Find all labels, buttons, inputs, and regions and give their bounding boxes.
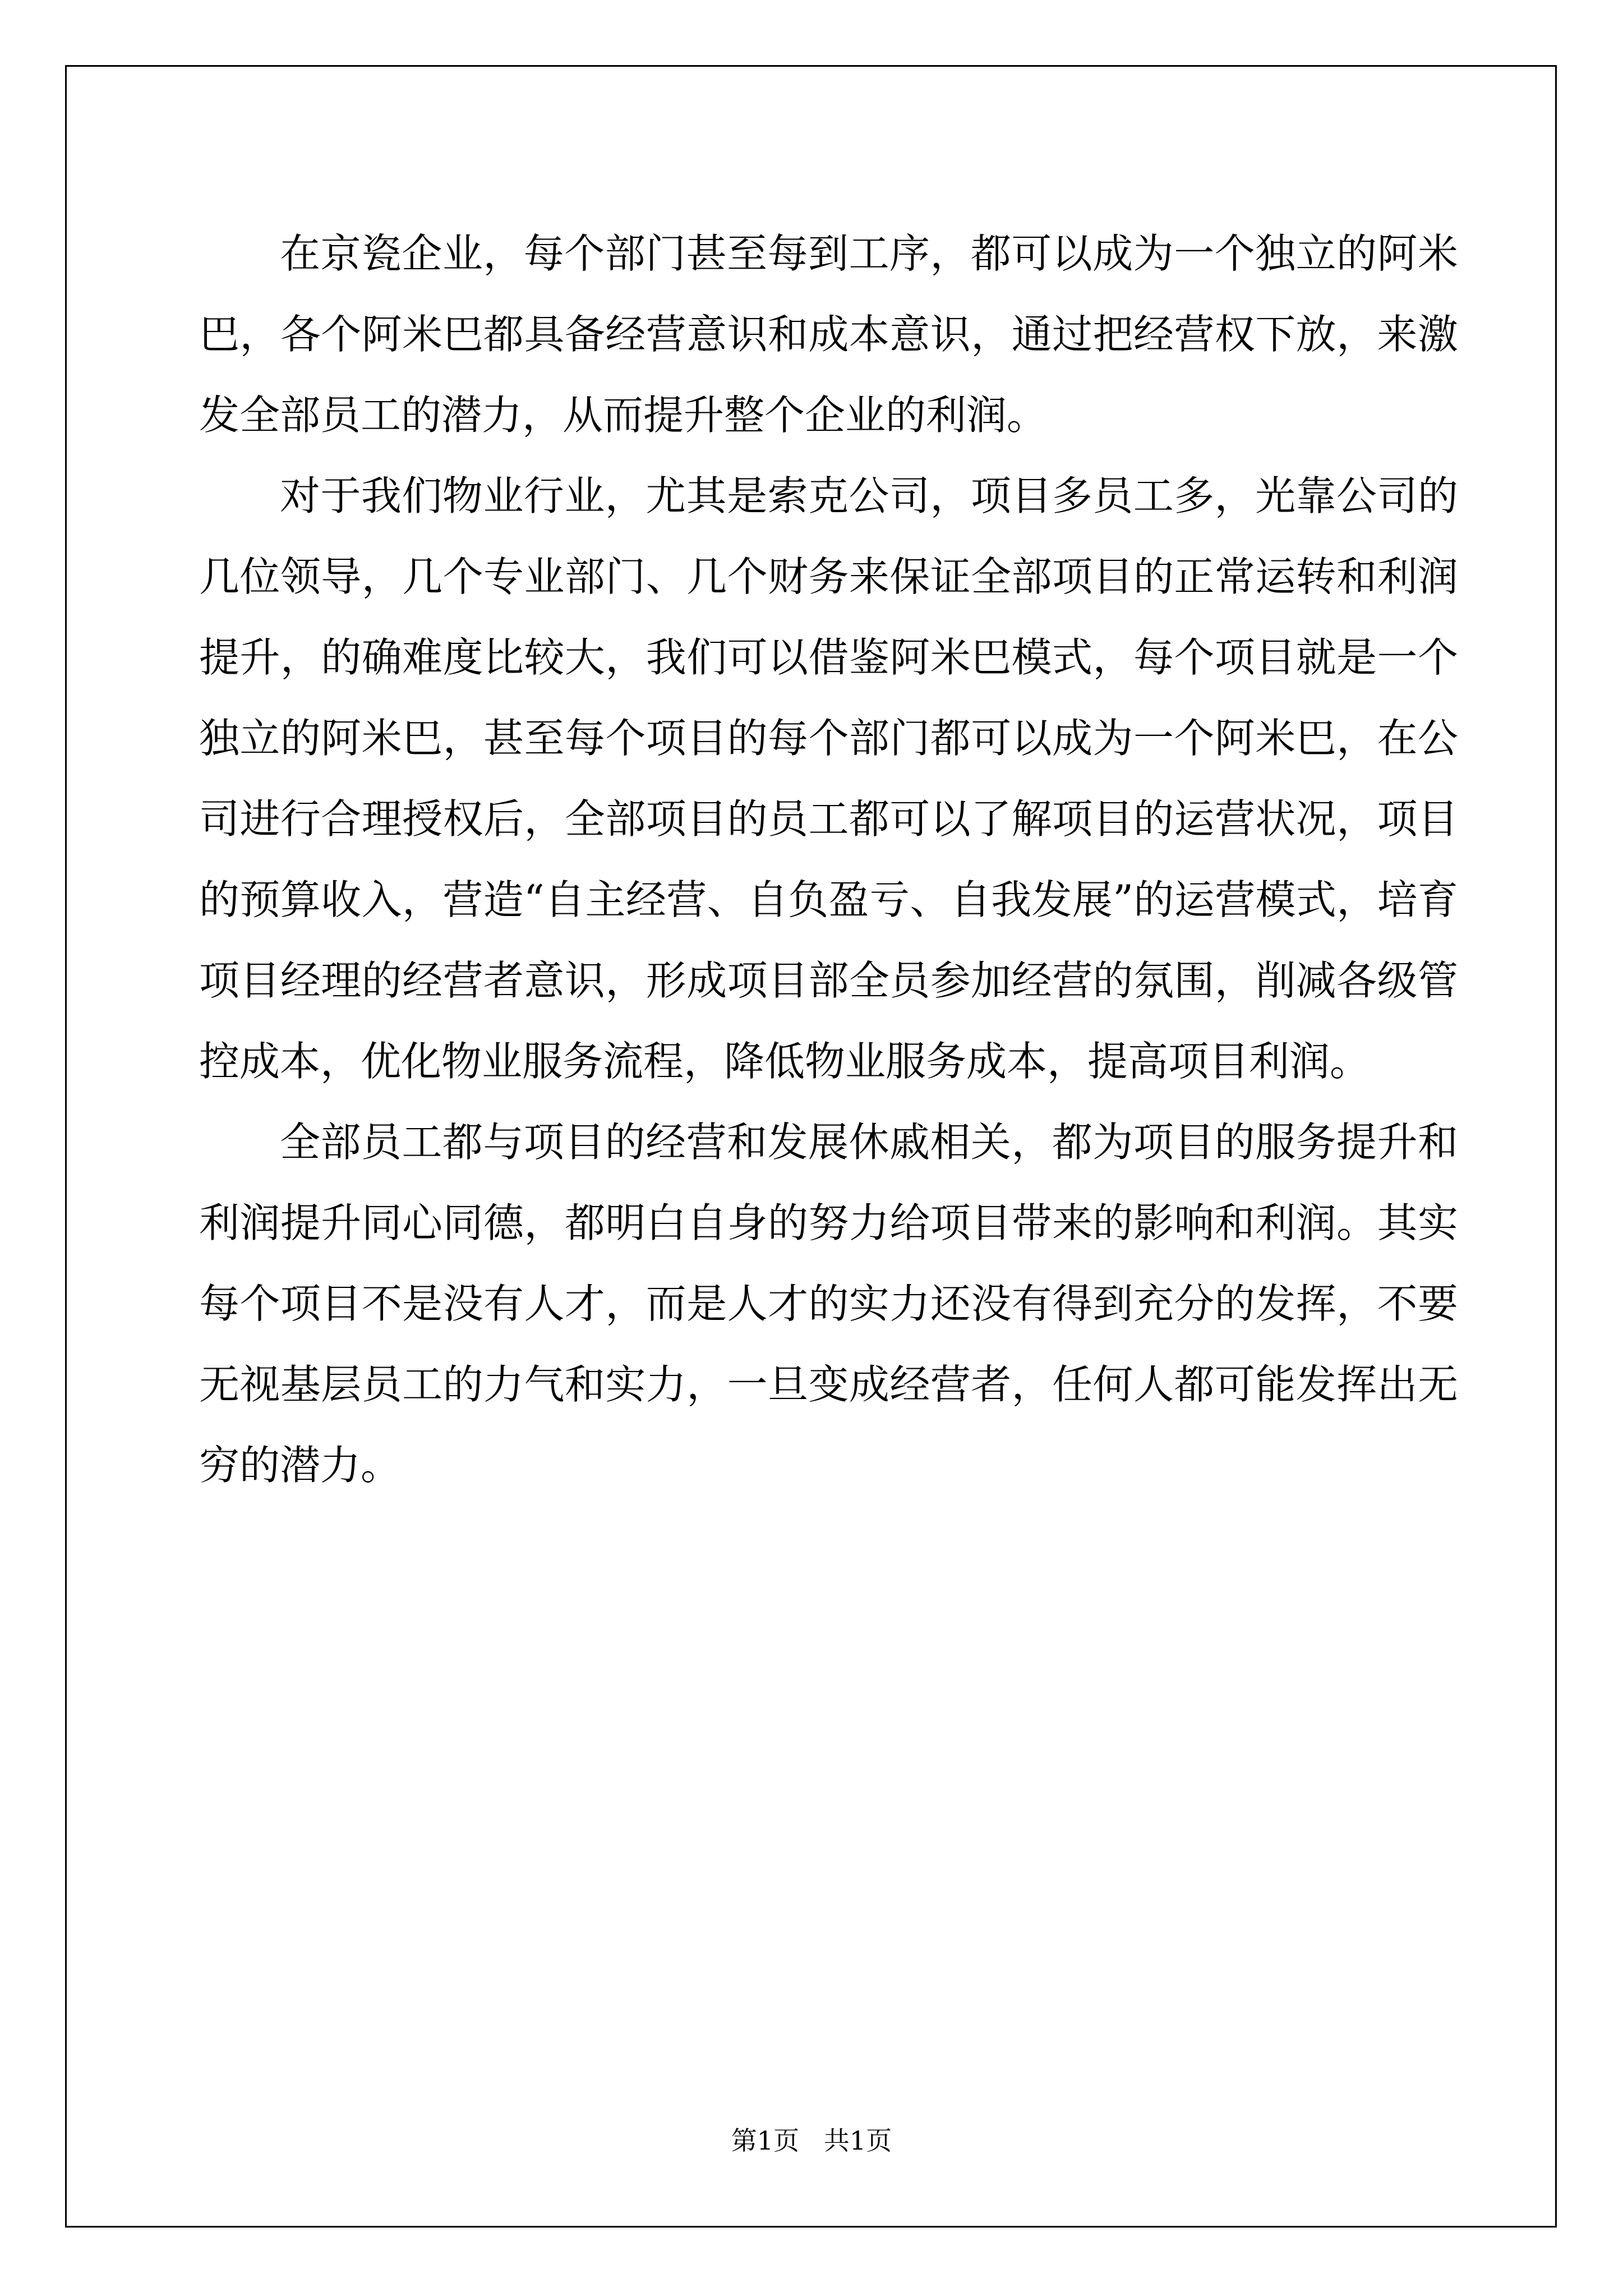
paragraph-1: 在京瓷企业，每个部门甚至每到工序，都可以成为一个独立的阿米巴，各个阿米巴都具备经营意识和成本意识，通过把经营权下放，来激发全部员工的潜力，从而提升整个企业的利润。: [199, 230, 1458, 439]
document-body: [199, 213, 1458, 1506]
paragraph-2: 对于我们物业行业，尤其是索克公司，项目多员工多，光靠公司的几位领导，几个专业部门、几个财务来保证全部项目的正常运转和利润提升，的确难度比较大，我们可以借鉴阿米巴模式，每个项目就是一个独立的阿米巴，甚至每个项目的每个部门都可以成为一个阿米巴，在公司进行合理授权后，全部项目的员工都可以了解项目的运营状况，项目的预算收入，营造“自主经营、自负盈亏、自我发展”的运营模式，培育项目经理的经营者意识，形成项目部全员参加经营的氛围，削减各级管控成本，优化物业服务流程，降低物业服务成本，提高项目利润。: [199, 472, 1458, 1085]
page-number-label: 第1页 共1页: [731, 2125, 892, 2156]
page-footer: [0, 2120, 1623, 2157]
paragraph-3: 全部员工都与项目的经营和发展休戚相关，都为项目的服务提升和利润提升同心同德，都明白自身的努力给项目带来的影响和利润。其实每个项目不是没有人才，而是人才的实力还没有得到充分的发挥，不要无视基层员工的力气和实力，一旦变成经营者，任何人都可能发挥出无穷的潜力。: [199, 1119, 1458, 1489]
